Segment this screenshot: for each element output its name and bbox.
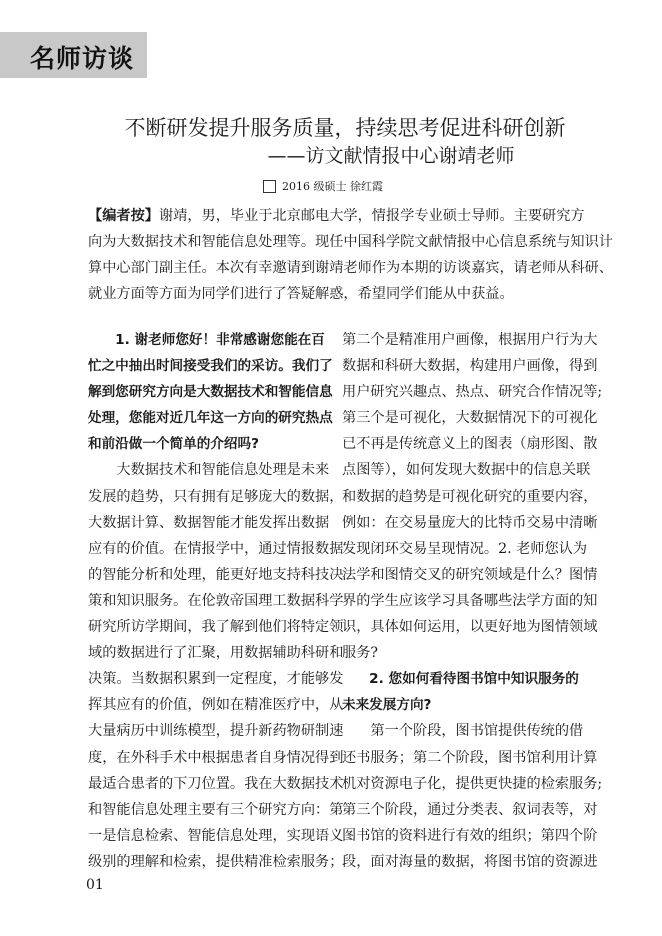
left-column	[88, 327, 344, 875]
text-line: 应有的价值。在情报学中，通过情报数据	[88, 540, 344, 557]
question-line: 处理，您能对近几年这一方向的研究热点	[88, 410, 333, 427]
question-line: 解到您研究方向是大数据技术和智能信息	[88, 384, 333, 401]
section-label: 名师访谈	[30, 44, 135, 73]
text-line: 点图等），如何发现大数据中的信息关联	[342, 462, 591, 479]
editor-note-label: 【编者按】	[88, 208, 159, 224]
text-line: 研究所访学期间，我了解到他们将特定领	[88, 619, 344, 636]
text-line: 服务?	[342, 645, 378, 662]
text-line: 挥其应有的价值，例如在精准医疗中，从	[88, 697, 344, 714]
text-line: 还书服务；第二个阶段，图书馆利用计算	[342, 749, 598, 766]
text-line: 级别的理解和检索，提供精准检索服务；	[88, 853, 344, 870]
section-label-band	[0, 32, 147, 78]
text-line: 已不再是传统意义上的图表（扇形图、散	[342, 436, 598, 453]
article-subtitle: ——访文献情报中心谢靖老师	[267, 145, 515, 167]
note-line: 向为大数据技术和智能信息处理等。现任中国科学院文献情报中心信息系统与知识计	[88, 234, 613, 250]
text-line: 大量病历中训练模型，提升新药物研制速	[88, 723, 344, 740]
author-line	[263, 178, 383, 194]
text-line: 界的学生应该学习具备哪些法学方面的知	[342, 592, 598, 609]
note-line: 就业方面等方面为同学们进行了答疑解惑，希望同学们能从中获益。	[88, 286, 514, 302]
box-icon	[263, 180, 276, 193]
text-line: 第三个阶段，通过分类表、叙词表等，对	[342, 801, 598, 818]
text-line: 用户研究兴趣点、热点、研究合作情况等;	[342, 384, 603, 401]
text-line: 例如：在交易量庞大的比特币交易中清晰	[342, 514, 598, 531]
text-line: 法学和图情交叉的研究领域是什么？图情	[342, 566, 598, 583]
text-line: 第三个是可视化，大数据情况下的可视化	[342, 410, 598, 427]
text-line: 和智能信息处理主要有三个研究方向：第	[88, 801, 344, 818]
author: 2016 级硕士 徐红霞	[282, 180, 383, 193]
text-line: 策和知识服务。在伦敦帝国理工数据科学	[88, 592, 344, 609]
text-line: 识，具体如何运用，以更好地为图情领域	[342, 619, 598, 636]
text-line: 度，在外科手术中根据患者自身情况得到	[88, 749, 344, 766]
editor-note	[88, 203, 613, 307]
text-line: 发展的趋势，只有拥有足够庞大的数据，	[88, 488, 344, 505]
text-line: 数据和科研大数据，构建用户画像，得到	[342, 358, 598, 375]
text-line: 图书馆的资料进行有效的组织；第四个阶	[342, 827, 598, 844]
text-line: 发现闭环交易呈现情况。2. 老师您认为	[342, 540, 588, 557]
article-title: 不断研发提升服务质量，持续思考促进科研创新	[124, 116, 566, 140]
question-line: 忙之中抽出时间接受我们的采访。我们了	[88, 358, 333, 375]
question-line: 未来发展方向?	[342, 697, 432, 714]
text-line: 和数据的趋势是可视化研究的重要内容，	[342, 488, 598, 505]
note-line: 算中心部门副主任。本次有幸邀请到谢靖老师作为本期的访谈嘉宾，请老师从科研、	[88, 260, 613, 276]
text-line: 第一个阶段，图书馆提供传统的借	[342, 723, 584, 740]
text-line: 一是信息检索、智能信息处理，实现语义	[88, 827, 344, 844]
text-line: 决策。当数据积累到一定程度，才能够发	[88, 671, 344, 688]
right-column	[342, 327, 603, 875]
text-line: 最适合患者的下刀位置。我在大数据技术	[88, 775, 344, 792]
question-line: 2. 您如何看待图书馆中知识服务的	[342, 671, 579, 688]
text-line: 大数据计算、数据智能才能发挥出数据	[88, 514, 330, 531]
question-line: 1. 谢老师您好！非常感谢您能在百	[88, 332, 325, 348]
text-line: 大数据技术和智能信息处理是未来	[88, 462, 330, 479]
text-line: 第二个是精准用户画像，根据用户行为大	[342, 332, 598, 348]
text-line: 段，面对海量的数据，将图书馆的资源进	[342, 853, 598, 870]
text-line: 的智能分析和处理，能更好地支持科技决	[88, 566, 344, 583]
note-line: 谢靖，男，毕业于北京邮电大学，情报学专业硕士导师。主要研究方	[158, 208, 585, 224]
page-number: 01	[86, 877, 104, 893]
question-line: 和前沿做一个简单的介绍吗?	[88, 436, 260, 453]
text-line: 域的数据进行了汇聚，用数据辅助科研和	[88, 645, 344, 662]
text-line: 机对资源电子化，提供更快捷的检索服务;	[342, 775, 603, 792]
